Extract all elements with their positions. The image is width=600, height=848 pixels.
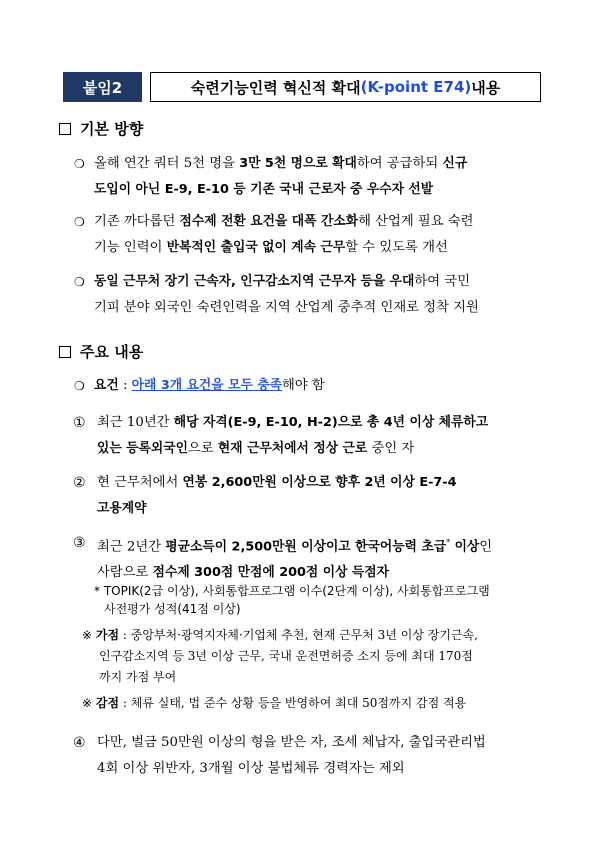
number-2-icon: ② <box>73 475 86 491</box>
requirements-line: ❍ 요건 : 아래 3개 요건을 모두 충족해야 함 <box>74 373 544 399</box>
number-3-icon: ③ <box>73 535 86 551</box>
direction-item-1: ❍ 올해 연간 쿼터 5천 명을 3만 5천 명으로 확대하여 공급하되 신규 도입이 아닌 E-9, E-10 등 기존 국내 근로자 중 우수자 선발 <box>74 151 544 203</box>
section-basic-direction <box>59 118 143 139</box>
penalty-points-note: ※ 감점 : 체류 실태, 법 준수 상황 등을 반영하여 최대 50점까지 감점 적용 <box>82 696 467 710</box>
condition-2: ② 현 근무처에서 연봉 2,600만원 이상으로 향후 2년 이상 E-7-4 고용계약 <box>73 470 548 522</box>
checkbox-square-icon <box>59 346 71 358</box>
attachment-tag: 붙임2 <box>63 72 142 102</box>
section-title: 주요 내용 <box>80 343 144 361</box>
circle-bullet-icon: ❍ <box>74 215 85 229</box>
requirements-link[interactable]: 아래 3개 요건을 모두 충족 <box>131 378 283 393</box>
circle-bullet-icon: ❍ <box>74 379 85 393</box>
title-main: 숙련기능인력 혁신적 확대 <box>190 78 361 97</box>
number-1-icon: ① <box>73 415 86 431</box>
bonus-points-note: ※ 가점 : 중앙부처·광역지자체·기업체 추천, 현재 근무처 3년 이상 장기근속, 인구감소지역 등 3년 이상 근무, 국내 운전면허증 소지 등에 최대 170점 까지 가점 부여 <box>82 628 478 684</box>
title-end: 내용 <box>471 78 501 97</box>
direction-item-3: ❍ 동일 근무처 장기 근속자, 인구감소지역 근무자 등을 우대하여 국민 기피 분야 외국인 숙련인력을 지역 산업계 중추적 인재로 정착 지원 <box>74 269 544 321</box>
document-header <box>63 72 539 102</box>
number-4-icon: ④ <box>73 735 86 751</box>
checkbox-square-icon <box>59 123 71 135</box>
section-main-contents <box>59 341 143 362</box>
condition-3: ③ 최근 2년간 평균소득이 2,500만원 이상이고 한국어능력 초급* 이상인 사람으로 점수제 300점 만점에 200점 이상 득점자 <box>73 530 548 586</box>
circle-bullet-icon: ❍ <box>74 275 85 289</box>
section-title: 기본 방향 <box>80 120 144 138</box>
direction-item-2: ❍ 기존 까다롭던 점수제 전환 요건을 대폭 간소화해 산업계 필요 숙련 기능 인력이 반복적인 출입국 없이 계속 근무할 수 있도록 개선 <box>74 209 544 261</box>
condition-1: ① 최근 10년간 해당 자격(E-9, E-10, H-2)으로 총 4년 이상 체류하고 있는 등록외국인으로 현재 근무처에서 정상 근로 중인 자 <box>73 410 548 462</box>
title-highlight: (K-point E74) <box>360 78 472 96</box>
footnote-korean-level: * TOPIK(2급 이상), 사회통합프로그램 이수(2단계 이상), 사회통합프로그램 사전평가 성적(41점 이상) <box>94 584 490 616</box>
condition-4-exclusion: ④ 다만, 벌금 50만원 이상의 형을 받은 자, 조세 체납자, 출입국관리법 4회 이상 위반자, 3개월 이상 불법체류 경력자는 제외 <box>73 730 548 782</box>
document-title <box>150 72 541 102</box>
circle-bullet-icon: ❍ <box>74 157 85 171</box>
